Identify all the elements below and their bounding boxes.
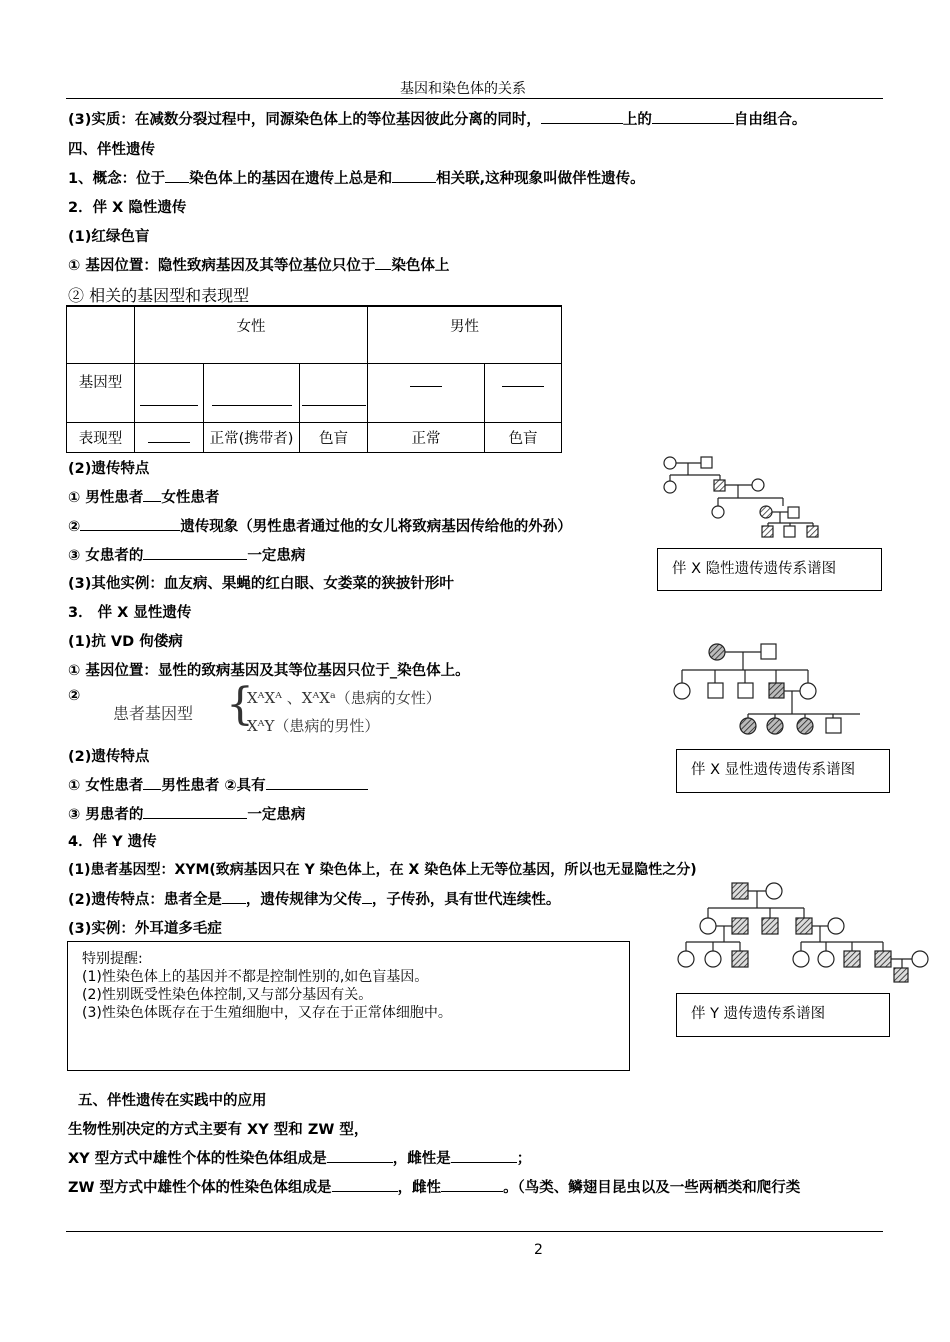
genotypes-title: ② 相关的基因型和表现型	[68, 286, 250, 305]
essence-line	[68, 108, 806, 129]
feature-2-text-a: ②	[68, 519, 81, 535]
y-linked-heading: 4．伴 Y 遗传	[68, 834, 157, 850]
table-male-header: 男性	[368, 307, 562, 364]
table-phenotype-cell	[135, 423, 204, 453]
dominant-feature-1-text-a: ① 女性患者	[68, 778, 144, 794]
colorblind-heading: (1)红绿色盲	[68, 229, 150, 245]
x-dominant-pedigree	[668, 638, 880, 740]
x-dominant-heading: 3． 伴 X 显性遗传	[68, 605, 192, 621]
table-genotype-cell	[485, 364, 562, 423]
y-features-text-c: ，子传孙，具有世代连续性。	[371, 892, 561, 908]
patient-genotype-female: XᴬXᴬ 、XᴬXᵃ（患病的女性）	[247, 689, 441, 707]
feature-3-text-a: ③ 女患者的	[68, 548, 144, 564]
y-linked-caption: 伴 Y 遗传遗传系谱图	[691, 1006, 826, 1022]
x-dominant-caption-box	[676, 749, 890, 793]
x-recessive-caption-box	[657, 548, 882, 591]
dominant-feature-1-line	[68, 774, 368, 795]
other-examples-line: (3)其他实例：血友病、果蝇的红白眼、女娄菜的狭披针形叶	[68, 576, 454, 592]
x-recessive-pedigree	[658, 450, 828, 548]
x-dominant-caption: 伴 X 显性遗传遗传系谱图	[691, 762, 856, 778]
table-female-header: 女性	[135, 307, 368, 364]
section-5-heading: 五、伴性遗传在实践中的应用	[78, 1093, 267, 1109]
dominant-feature-3-text-a: ③ 男患者的	[68, 807, 144, 823]
vd-item-2-marker: ②	[68, 688, 81, 704]
essence-text-c: 自由组合。	[733, 112, 807, 128]
zw-type-text-c: 。（鸟类、鳞翅目昆虫以及一些两栖类和爬行类	[503, 1180, 801, 1196]
table-genotype-cell	[368, 364, 485, 423]
zw-type-text-b: ，雌性	[397, 1180, 442, 1196]
feature-3-line	[68, 544, 305, 565]
x-recessive-heading: 2．伴 X 隐性遗传	[68, 200, 187, 216]
table-phenotype-cell: 正常(携带者)	[204, 423, 300, 453]
patient-genotype-male: XᴬY（患病的男性）	[247, 717, 380, 735]
feature-1-text-a: ① 男性患者	[68, 490, 144, 506]
special-tip-box	[67, 941, 630, 1071]
gene-position-line	[68, 254, 449, 275]
xy-type-text-a: XY 型方式中雄性个体的性染色体组成是	[68, 1151, 327, 1167]
header-rule	[66, 98, 883, 99]
zw-type-line	[68, 1176, 800, 1197]
genotype-table	[66, 306, 562, 453]
vd-gene-position: ① 基因位置：显性的致病基因及其等位基因只位于_染色体上。	[68, 663, 470, 679]
xy-type-line	[68, 1147, 531, 1168]
feature-2-line	[68, 515, 572, 536]
y-linked-caption-box	[676, 993, 890, 1037]
y-features-line	[68, 888, 560, 909]
feature-3-text-b: 一定患病	[247, 548, 306, 564]
tip-item-3: (3)性染色体既存在于生殖细胞中，又存在于正常体细胞中。	[82, 1005, 452, 1021]
feature-1-text-b: 女性患者	[161, 490, 220, 506]
gene-position-text-a: ① 基因位置：隐性致病基因及其等位基位只位于	[68, 258, 376, 274]
feature-2-text-b: 遗传现象（男性患者通过他的女儿将致病基因传给他的外孙）	[180, 519, 572, 535]
page-header-title: 基因和染色体的关系	[400, 81, 526, 97]
table-phenotype-cell: 色盲	[485, 423, 562, 453]
dominant-feature-1-text-b: 男性患者 ②具有	[161, 778, 266, 794]
y-features-text-a: (2)遗传特点：患者全是	[68, 892, 222, 908]
zw-type-text-a: ZW 型方式中雄性个体的性染色体组成是	[68, 1180, 332, 1196]
inheritance-features-heading-2: (2)遗传特点	[68, 749, 150, 765]
dominant-feature-3-line	[68, 803, 305, 824]
section-4-heading: 四、伴性遗传	[68, 142, 155, 158]
y-genotype-line: (1)患者基因型：XYM(致病基因只在 Y 染色体上，在 X 染色体上无等位基因，所以也无显隐性之分)	[68, 862, 697, 878]
y-features-text-b: ，遗传规律为父传	[245, 892, 362, 908]
sex-determination-line: 生物性别决定的方式主要有 XY 型和 ZW 型，	[68, 1122, 369, 1138]
table-genotype-cell	[204, 364, 300, 423]
patient-genotype-label: 患者基因型	[113, 704, 194, 723]
tip-title: 特别提醒:	[82, 951, 143, 967]
vd-rickets-heading: (1)抗 VD 佝偻病	[68, 634, 183, 650]
table-genotype-cell	[135, 364, 204, 423]
concept-text-a: 1、概念：位于	[68, 171, 166, 187]
gene-position-text-b: 染色体上	[391, 258, 450, 274]
table-genotype-cell	[300, 364, 368, 423]
tip-item-2: (2)性别既受性染色体控制,又与部分基因有关。	[82, 987, 373, 1003]
genotype-brace: {	[226, 679, 254, 730]
footer-rule	[66, 1231, 883, 1232]
y-example-line: (3)实例：外耳道多毛症	[68, 921, 222, 937]
table-phenotype-cell: 正常	[368, 423, 485, 453]
concept-line	[68, 167, 645, 188]
dominant-feature-3-text-b: 一定患病	[247, 807, 306, 823]
tip-item-1: (1)性染色体上的基因并不都是控制性别的,如色盲基因。	[82, 969, 429, 985]
xy-type-text-c: ；	[516, 1151, 532, 1167]
table-phenotype-cell: 色盲	[300, 423, 368, 453]
xy-type-text-b: ，雌性是	[392, 1151, 451, 1167]
inheritance-features-heading: (2)遗传特点	[68, 461, 150, 477]
page-number: 2	[534, 1242, 543, 1258]
essence-text: (3)实质：在减数分裂过程中，同源染色体上的等位基因彼此分离的同时，	[68, 112, 541, 128]
feature-1-line	[68, 486, 219, 507]
y-linked-pedigree	[676, 876, 934, 986]
x-recessive-caption: 伴 X 隐性遗传遗传系谱图	[672, 561, 837, 577]
table-genotype-label: 基因型	[67, 364, 135, 423]
table-phenotype-label: 表现型	[67, 423, 135, 453]
essence-text-b: 上的	[622, 112, 652, 128]
concept-text-b: 染色体上的基因在遗传上总是和	[189, 171, 393, 187]
concept-text-c: 相关联,这种现象叫做伴性遗传。	[436, 171, 645, 187]
table-corner-cell	[67, 307, 135, 364]
